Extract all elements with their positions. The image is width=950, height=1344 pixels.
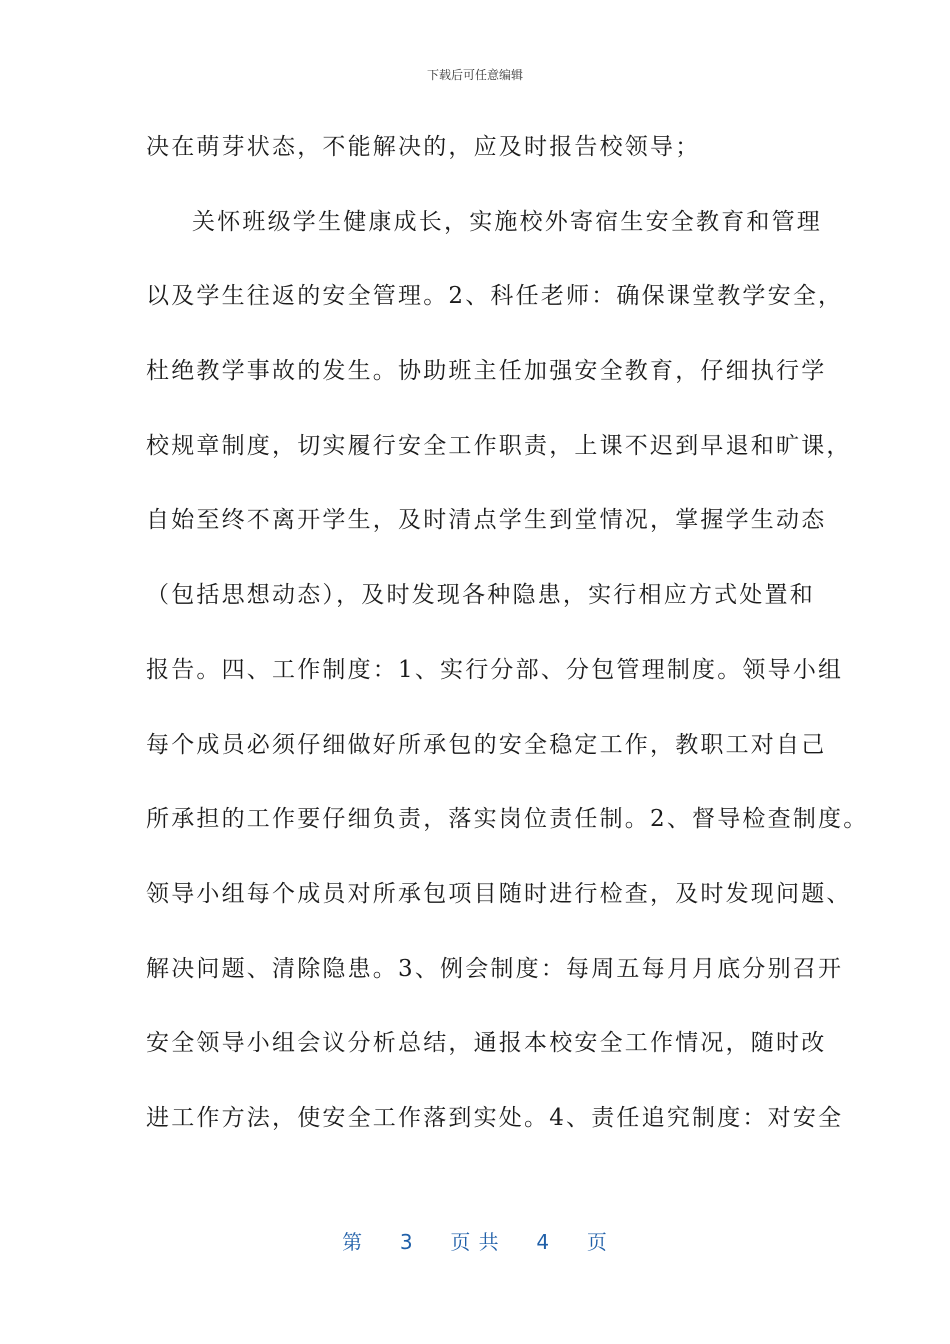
text-line: 决在萌芽状态，不能解决的，应及时报告校领导； [146,134,701,160]
text-line: 关怀班级学生健康成长，实施校外寄宿生安全教育和管理 [192,208,822,235]
text-line: 解决问题、清除隐患。3、例会制度：每周五每月月底分别召开 [146,955,844,982]
header-note: 下载后可任意编辑 [426,68,523,82]
text-line: 校规章制度，切实履行安全工作职责，上课不迟到早退和旷课， [146,432,852,459]
footer-prefix: 第 [342,1230,364,1254]
footer-suffix: 页 [586,1230,608,1254]
text-line: 所承担的工作要仔细负责，落实岗位责任制。2、督导检查制度。 [146,806,869,833]
text-line: 领导小组每个成员对所承包项目随时进行检查，及时发现问题、 [146,880,852,907]
text-line: 进工作方法，使安全工作落到实处。4、责任追究制度：对安全 [146,1104,844,1131]
text-line: （包括思想动态），及时发现各种隐患，实行相应方式处置和 [146,582,815,609]
page-footer [0,1226,950,1255]
text-line: 杜绝教学事故的发生。协助班主任加强安全教育，仔细执行学 [146,358,827,385]
text-line: 以及学生往返的安全管理。2、科任老师：确保课堂教学安全， [146,283,844,310]
document-body [146,126,869,1172]
footer-middle: 页 共 [450,1230,500,1254]
text-line: 每个成员必须仔细做好所承包的安全稳定工作，教职工对自己 [146,731,827,758]
text-line: 安全领导小组会议分析总结，通报本校安全工作情况，随时改 [146,1030,827,1057]
text-line: 报告。四、工作制度：1、实行分部、分包管理制度。领导小组 [146,656,844,683]
text-line: 自始至终不离开学生，及时清点学生到堂情况，掌握学生动态 [146,507,827,534]
current-page-number: 3 [399,1230,414,1254]
total-pages-number: 4 [536,1230,551,1254]
